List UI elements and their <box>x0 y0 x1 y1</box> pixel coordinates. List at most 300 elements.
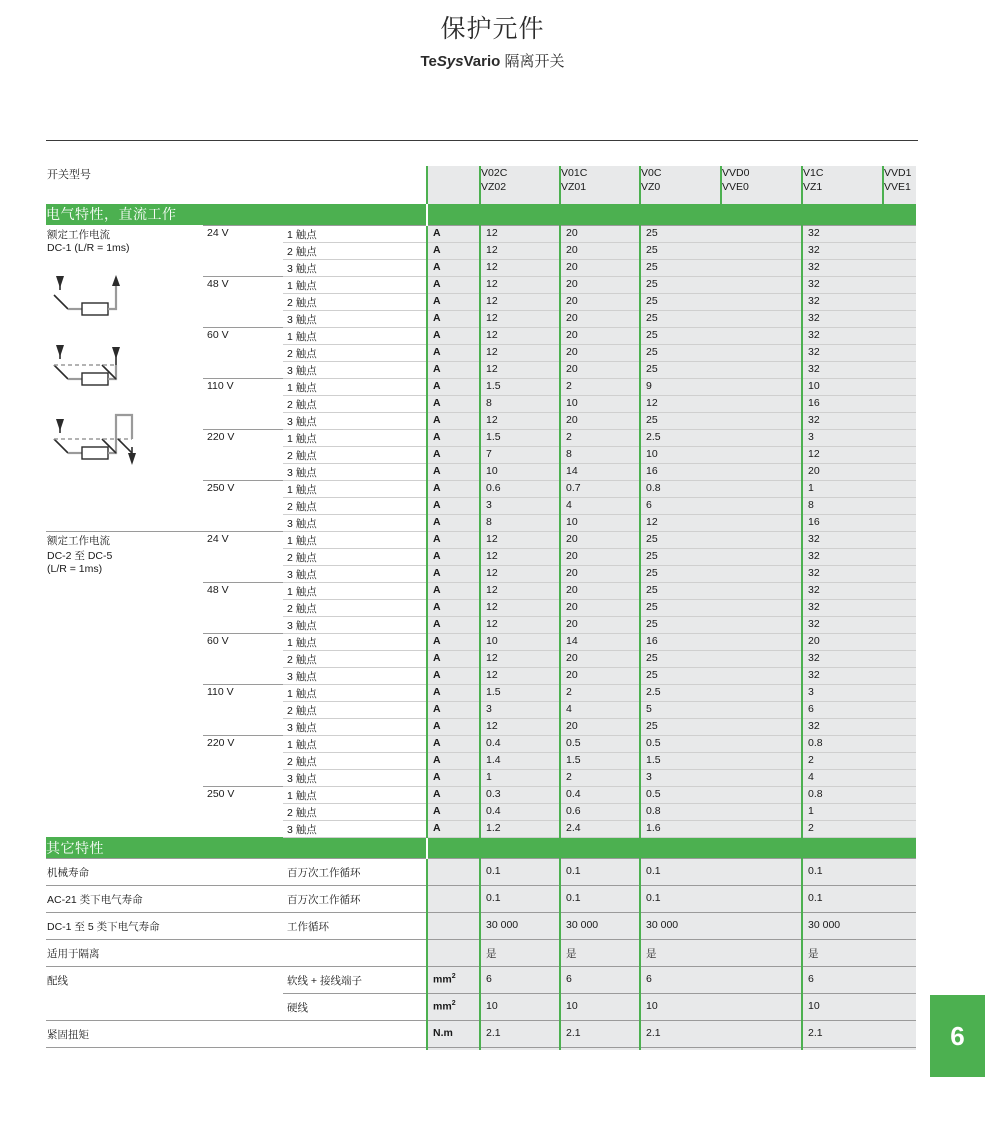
value-cell: 16 <box>640 633 802 650</box>
value-cell: 20 <box>560 225 640 242</box>
voltage-label: 250 V <box>203 480 283 531</box>
value-cell: 12 <box>480 616 560 633</box>
header-divider <box>46 140 918 141</box>
value-cell: 32 <box>802 361 916 378</box>
value-cell: 10 <box>480 463 560 480</box>
subtitle-vario: Vario <box>463 53 501 70</box>
value-cell: 0.4 <box>560 786 640 803</box>
column-header-v01c: V01C VZ01 <box>560 166 640 204</box>
unit-cell: A <box>427 582 480 599</box>
contact-count-label: 1 触点 <box>283 378 427 395</box>
value-cell: 20 <box>802 463 916 480</box>
value-cell: 12 <box>802 446 916 463</box>
value-cell: 25 <box>640 565 802 582</box>
value-cell: 1.4 <box>480 752 560 769</box>
value-cell: 8 <box>560 446 640 463</box>
dc-3-contact-schematic <box>46 407 176 474</box>
value-cell: 0.6 <box>480 480 560 497</box>
voltage-label: 110 V <box>203 684 283 735</box>
contact-count-label: 1 触点 <box>283 276 427 293</box>
value-cell: 9 <box>640 378 802 395</box>
value-cell: 20 <box>560 599 640 616</box>
value-cell: 30 000 <box>560 912 640 939</box>
unit-cell: A <box>427 752 480 769</box>
contact-count-label: 3 触点 <box>283 412 427 429</box>
contact-count-label: 1 触点 <box>283 582 427 599</box>
value-cell: 32 <box>802 310 916 327</box>
value-cell: 25 <box>640 327 802 344</box>
value-cell: 32 <box>802 225 916 242</box>
value-cell: 12 <box>480 565 560 582</box>
unit-cell: A <box>427 395 480 412</box>
value-cell: 10 <box>480 633 560 650</box>
value-cell: 1.2 <box>480 820 560 837</box>
value-cell: 0.5 <box>560 735 640 752</box>
page-number: 6 <box>950 1020 965 1051</box>
value-cell: 0.1 <box>480 858 560 885</box>
value-cell: 7 <box>480 446 560 463</box>
value-cell: 32 <box>802 650 916 667</box>
page-number-tab <box>930 995 985 1077</box>
header-row-label: 开关型号 <box>47 169 91 181</box>
unit-cell: A <box>427 344 480 361</box>
value-cell: 6 <box>802 701 916 718</box>
contact-count-label: 2 触点 <box>283 344 427 361</box>
value-cell: 30 000 <box>802 912 916 939</box>
value-cell: 20 <box>560 344 640 361</box>
value-cell: 12 <box>480 412 560 429</box>
value-cell: 12 <box>480 718 560 735</box>
group-label-line2: DC-1 (L/R = 1ms) <box>47 241 130 254</box>
value-cell: 2.5 <box>640 429 802 446</box>
unit-cell: A <box>427 735 480 752</box>
group-label-line3: (L/R = 1ms) <box>47 562 103 575</box>
value-cell: 16 <box>802 395 916 412</box>
value-cell: 20 <box>560 582 640 599</box>
column-header-v0c: V0C VZ0 <box>640 166 721 204</box>
section-band-other-label: 其它特性 <box>46 837 427 858</box>
value-cell: 8 <box>480 395 560 412</box>
value-cell: 3 <box>802 684 916 701</box>
unit-cell: A <box>427 667 480 684</box>
value-cell: 4 <box>802 769 916 786</box>
value-cell: 25 <box>640 225 802 242</box>
value-cell: 2.1 <box>560 1020 640 1047</box>
table-row <box>46 939 916 966</box>
value-cell: 0.1 <box>640 858 802 885</box>
unit-cell: A <box>427 361 480 378</box>
contact-count-label: 1 触点 <box>283 786 427 803</box>
unit-cell: A <box>427 242 480 259</box>
section-band-dc-label: 电气特性，直流工作 <box>46 204 427 225</box>
other-row-label <box>46 993 283 1020</box>
value-cell: 20 <box>560 667 640 684</box>
section-band-dc-fill <box>427 204 916 225</box>
other-row-label: AC-21 类下电气寿命 <box>46 885 283 912</box>
contact-count-label: 1 触点 <box>283 480 427 497</box>
value-cell: 32 <box>802 293 916 310</box>
value-cell: 16 <box>802 514 916 531</box>
value-cell: 1.5 <box>480 378 560 395</box>
value-cell: 12 <box>480 310 560 327</box>
contact-count-label: 3 触点 <box>283 667 427 684</box>
value-cell: 0.4 <box>480 735 560 752</box>
value-cell: 25 <box>640 412 802 429</box>
unit-cell: A <box>427 718 480 735</box>
voltage-label: 220 V <box>203 429 283 480</box>
contact-count-label: 2 触点 <box>283 548 427 565</box>
value-cell: 32 <box>802 344 916 361</box>
value-cell: 0.7 <box>560 480 640 497</box>
contact-count-label: 3 触点 <box>283 769 427 786</box>
unit-cell: A <box>427 293 480 310</box>
group-label-line1: 额定工作电流 <box>47 228 110 241</box>
unit-cell: A <box>427 633 480 650</box>
value-cell: 12 <box>480 225 560 242</box>
value-cell: 14 <box>560 463 640 480</box>
other-row-sublabel <box>283 939 427 966</box>
subtitle-cn: 隔离开关 <box>504 53 565 70</box>
voltage-label: 110 V <box>203 378 283 429</box>
value-cell: 12 <box>480 293 560 310</box>
value-cell: 12 <box>480 531 560 548</box>
value-cell: 32 <box>802 718 916 735</box>
other-row-label: 机械寿命 <box>46 858 283 885</box>
unit-cell: A <box>427 310 480 327</box>
value-cell: 12 <box>480 548 560 565</box>
unit-cell: A <box>427 378 480 395</box>
contact-count-label: 3 触点 <box>283 310 427 327</box>
value-cell: 16 <box>640 463 802 480</box>
value-cell: 0.1 <box>560 885 640 912</box>
value-cell: 20 <box>560 310 640 327</box>
value-cell: 20 <box>560 361 640 378</box>
value-cell: 25 <box>640 361 802 378</box>
other-row-sublabel: 硬线 <box>283 993 427 1020</box>
value-cell: 1.5 <box>640 752 802 769</box>
value-cell: 20 <box>560 565 640 582</box>
value-cell: 12 <box>480 344 560 361</box>
voltage-label: 24 V <box>203 531 283 582</box>
other-row-sublabel: 百万次工作循环 <box>283 858 427 885</box>
unit-cell: A <box>427 803 480 820</box>
value-cell: 8 <box>802 497 916 514</box>
value-cell: 20 <box>802 633 916 650</box>
spec-table <box>46 166 916 1050</box>
value-cell: 0.6 <box>560 803 640 820</box>
value-cell: 2 <box>802 752 916 769</box>
value-cell: 25 <box>640 616 802 633</box>
unit-cell: A <box>427 225 480 242</box>
other-row-label: 紧固扭矩 <box>46 1020 283 1047</box>
value-cell: 0.1 <box>802 885 916 912</box>
group-label-line1: 额定工作电流 <box>47 534 110 547</box>
contact-count-label: 2 触点 <box>283 701 427 718</box>
voltage-label: 220 V <box>203 735 283 786</box>
voltage-label: 24 V <box>203 225 283 276</box>
value-cell: 25 <box>640 531 802 548</box>
value-cell: 8 <box>480 514 560 531</box>
unit-cell: A <box>427 531 480 548</box>
contact-count-label: 2 触点 <box>283 446 427 463</box>
contact-count-label: 2 触点 <box>283 752 427 769</box>
other-row-sublabel: 百万次工作循环 <box>283 885 427 912</box>
value-cell: 25 <box>640 293 802 310</box>
unit-cell: A <box>427 786 480 803</box>
contact-count-label: 1 触点 <box>283 225 427 242</box>
value-cell: 20 <box>560 650 640 667</box>
value-cell: 2 <box>802 820 916 837</box>
page-subtitle <box>0 50 985 71</box>
value-cell: 5 <box>640 701 802 718</box>
value-cell: 1.5 <box>480 684 560 701</box>
contact-count-label: 1 触点 <box>283 531 427 548</box>
value-cell: 10 <box>560 395 640 412</box>
table-row <box>46 912 916 939</box>
contact-count-label: 2 触点 <box>283 599 427 616</box>
voltage-label: 60 V <box>203 327 283 378</box>
voltage-label: 48 V <box>203 582 283 633</box>
column-header-v1c: V1C VZ1 <box>802 166 883 204</box>
other-row-label: 配线 <box>46 966 283 993</box>
contact-count-label: 3 触点 <box>283 565 427 582</box>
contact-count-label: 2 触点 <box>283 293 427 310</box>
value-cell: 32 <box>802 582 916 599</box>
header-unit-cell <box>427 166 480 204</box>
value-cell: 30 000 <box>480 912 560 939</box>
contact-count-label: 1 触点 <box>283 327 427 344</box>
value-cell: 20 <box>560 259 640 276</box>
value-cell: 25 <box>640 344 802 361</box>
value-cell: 12 <box>480 582 560 599</box>
voltage-label: 48 V <box>203 276 283 327</box>
schematic-diagrams <box>46 273 176 486</box>
other-row-sublabel <box>283 1020 427 1047</box>
value-cell: 32 <box>802 599 916 616</box>
value-cell: 25 <box>640 242 802 259</box>
value-cell: 32 <box>802 548 916 565</box>
value-cell: 是 <box>560 939 640 966</box>
section-band-dc <box>46 204 916 225</box>
spec-table-wrap <box>46 166 916 1050</box>
value-cell: 10 <box>640 446 802 463</box>
value-cell: 2.1 <box>480 1020 560 1047</box>
other-row-sublabel: 软线 + 接线端子 <box>283 966 427 993</box>
value-cell: 20 <box>560 531 640 548</box>
value-cell: 12 <box>480 599 560 616</box>
contact-count-label: 1 触点 <box>283 633 427 650</box>
value-cell: 12 <box>640 395 802 412</box>
page-title-block <box>0 0 985 71</box>
value-cell: 14 <box>560 633 640 650</box>
unit-cell: A <box>427 565 480 582</box>
value-cell: 10 <box>802 378 916 395</box>
value-cell: 3 <box>480 497 560 514</box>
value-cell: 2.1 <box>802 1020 916 1047</box>
value-cell: 25 <box>640 599 802 616</box>
unit-cell: A <box>427 548 480 565</box>
value-cell: 1.5 <box>560 752 640 769</box>
table-row <box>46 1020 916 1047</box>
unit-cell: A <box>427 650 480 667</box>
value-cell: 2.1 <box>640 1020 802 1047</box>
value-cell: 3 <box>640 769 802 786</box>
value-cell: 12 <box>480 327 560 344</box>
value-cell: 20 <box>560 293 640 310</box>
value-cell: 12 <box>480 361 560 378</box>
contact-count-label: 3 触点 <box>283 718 427 735</box>
value-cell: 2 <box>560 684 640 701</box>
value-cell: 12 <box>480 259 560 276</box>
value-cell: 4 <box>560 701 640 718</box>
value-cell: 0.1 <box>802 858 916 885</box>
contact-count-label: 2 触点 <box>283 242 427 259</box>
value-cell: 6 <box>802 966 916 993</box>
value-cell: 6 <box>480 966 560 993</box>
value-cell: 20 <box>560 548 640 565</box>
unit-cell: A <box>427 616 480 633</box>
table-row <box>46 858 916 885</box>
value-cell: 20 <box>560 276 640 293</box>
other-row-sublabel: 工作循环 <box>283 912 427 939</box>
value-cell: 2.4 <box>560 820 640 837</box>
unit-cell: N.m <box>427 1020 480 1047</box>
unit-cell: $mm^2$ <box>427 993 480 1020</box>
voltage-label: 250 V <box>203 786 283 837</box>
table-row <box>46 531 916 548</box>
value-cell: 0.8 <box>640 480 802 497</box>
value-cell: 0.1 <box>560 858 640 885</box>
contact-count-label: 2 触点 <box>283 497 427 514</box>
value-cell: 32 <box>802 531 916 548</box>
value-cell: 12 <box>480 667 560 684</box>
contact-count-label: 1 触点 <box>283 735 427 752</box>
group-label <box>46 531 203 837</box>
contact-count-label: 3 触点 <box>283 463 427 480</box>
value-cell: 2 <box>560 429 640 446</box>
value-cell: 3 <box>480 701 560 718</box>
column-header-vvd1: VVD1 VVE1 <box>883 166 916 204</box>
value-cell: 32 <box>802 242 916 259</box>
value-cell: 25 <box>640 718 802 735</box>
other-row-label: DC-1 至 5 类下电气寿命 <box>46 912 283 939</box>
value-cell: 30 000 <box>640 912 802 939</box>
value-cell: 10 <box>480 993 560 1020</box>
unit-cell <box>427 858 480 885</box>
value-cell: 20 <box>560 718 640 735</box>
value-cell: 32 <box>802 412 916 429</box>
section-band-other <box>46 837 916 858</box>
value-cell: 20 <box>560 242 640 259</box>
section-band-other-fill <box>427 837 916 858</box>
value-cell: 25 <box>640 582 802 599</box>
unit-cell: A <box>427 820 480 837</box>
subtitle-te: Te <box>420 53 437 70</box>
value-cell: 0.8 <box>802 786 916 803</box>
column-header-vvd0: VVD0 VVE0 <box>721 166 802 204</box>
value-cell: 12 <box>480 650 560 667</box>
value-cell: 2 <box>560 769 640 786</box>
voltage-label: 60 V <box>203 633 283 684</box>
unit-cell: A <box>427 446 480 463</box>
table-bottom-rule <box>46 1047 916 1050</box>
unit-cell: A <box>427 327 480 344</box>
contact-count-label: 2 触点 <box>283 650 427 667</box>
value-cell: 10 <box>560 993 640 1020</box>
value-cell: 25 <box>640 276 802 293</box>
unit-cell: A <box>427 429 480 446</box>
other-row-label: 适用于隔离 <box>46 939 283 966</box>
value-cell: 6 <box>560 966 640 993</box>
unit-cell: A <box>427 701 480 718</box>
value-cell: 0.1 <box>640 885 802 912</box>
value-cell: 25 <box>640 310 802 327</box>
value-cell: 32 <box>802 616 916 633</box>
unit-cell <box>427 939 480 966</box>
value-cell: 32 <box>802 259 916 276</box>
column-header-v02c: V02C VZ02 <box>480 166 560 204</box>
value-cell: 0.5 <box>640 786 802 803</box>
value-cell: 12 <box>480 276 560 293</box>
value-cell: 12 <box>480 242 560 259</box>
value-cell: 32 <box>802 565 916 582</box>
value-cell: 10 <box>640 993 802 1020</box>
table-row <box>46 966 916 993</box>
value-cell: 0.8 <box>640 803 802 820</box>
value-cell: 3 <box>802 429 916 446</box>
value-cell: 2 <box>560 378 640 395</box>
value-cell: 25 <box>640 548 802 565</box>
unit-cell: A <box>427 769 480 786</box>
value-cell: 1 <box>802 803 916 820</box>
value-cell: 6 <box>640 497 802 514</box>
contact-count-label: 3 触点 <box>283 616 427 633</box>
value-cell: 20 <box>560 412 640 429</box>
value-cell: 1.6 <box>640 820 802 837</box>
group-label-line2: DC-2 至 DC-5 <box>47 549 113 562</box>
unit-cell: A <box>427 684 480 701</box>
value-cell: 25 <box>640 667 802 684</box>
value-cell: 0.3 <box>480 786 560 803</box>
table-row <box>46 885 916 912</box>
value-cell: 0.1 <box>480 885 560 912</box>
table-row <box>46 993 916 1020</box>
page-title: 保护元件 <box>440 15 545 43</box>
value-cell: 20 <box>560 327 640 344</box>
dc-1-contact-schematic <box>46 273 176 323</box>
contact-count-label: 2 触点 <box>283 395 427 412</box>
table-header-row <box>46 166 916 204</box>
value-cell: 是 <box>802 939 916 966</box>
value-cell: 0.4 <box>480 803 560 820</box>
subtitle-sys: Sys <box>436 53 464 70</box>
value-cell: 20 <box>560 616 640 633</box>
value-cell: 1 <box>480 769 560 786</box>
unit-cell: A <box>427 599 480 616</box>
value-cell: 是 <box>480 939 560 966</box>
unit-cell <box>427 885 480 912</box>
dc-2-contact-schematic <box>46 335 176 395</box>
contact-count-label: 1 触点 <box>283 429 427 446</box>
contact-count-label: 3 触点 <box>283 514 427 531</box>
unit-cell: A <box>427 480 480 497</box>
value-cell: 1 <box>802 480 916 497</box>
contact-count-label: 3 触点 <box>283 259 427 276</box>
contact-count-label: 3 触点 <box>283 820 427 837</box>
unit-cell: A <box>427 514 480 531</box>
unit-cell: A <box>427 497 480 514</box>
value-cell: 是 <box>640 939 802 966</box>
